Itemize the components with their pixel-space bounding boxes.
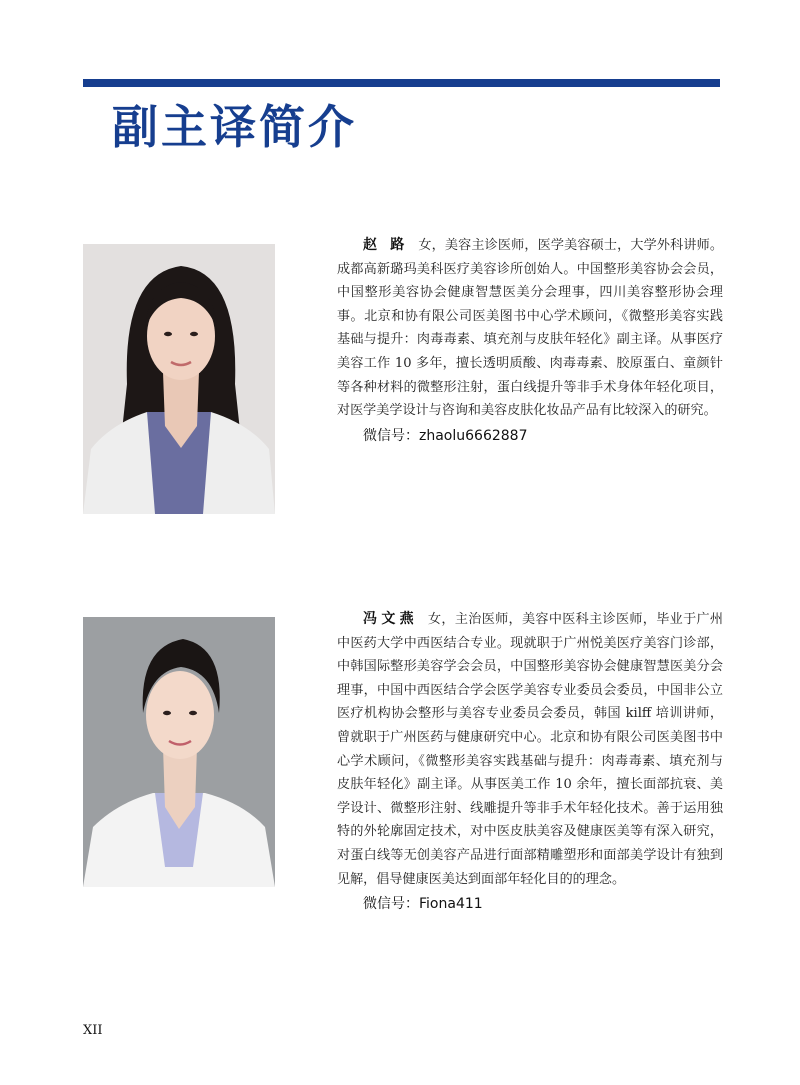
translator-name: 赵 路 bbox=[363, 237, 409, 253]
bio-zhao-lu bbox=[337, 234, 723, 448]
page-number: XII bbox=[83, 1023, 103, 1038]
portrait-photo-feng-wenyan bbox=[83, 617, 275, 887]
bio-text: 女，主治医师，美容中医科主诊医师，毕业于广州中医药大学中西医结合专业。现就职于广州悦美医疗美容门诊部，中韩国际整形美容学会会员，中国整形美容协会健康智慧医美分会理事，中国中西医结合学会医学美容专业委员会委员，中国非公立医疗机构协会整形与美容专业委员会委员，韩国 kilff 培训讲师，曾就职于广州医药与健康研究中心。北京和协有限公司医美图书中心学术顾问，《微整形美容实践基础与提升：肉毒毒素、填充剂与皮肤年轻化》副主译。从事医美工作 10 余年，擅长面部抗衰、美学设计、微整形注射、线雕提升等非手术年轻化技术。善于运用独特的外轮廓固定技术，对中医皮肤美容及健康医美等有深入研究，对蛋白线等无创美容产品进行面部精雕塑形和面部美学设计有独到见解，倡导健康医美达到面部年轻化目的的理念。 bbox=[337, 612, 724, 887]
bio-feng-wenyan bbox=[337, 608, 723, 917]
translator-name: 冯文燕 bbox=[363, 611, 418, 627]
wechat-id: 微信号：Fiona411 bbox=[363, 896, 483, 913]
wechat-id: 微信号：zhaolu6662887 bbox=[363, 427, 528, 444]
bio-text: 女，美容主诊医师，医学美容硕士，大学外科讲师。成都高新璐玛美科医疗美容诊所创始人。中国整形美容协会会员，中国整形美容协会健康智慧医美分会理事，四川美容整形协会理事。北京和协有限公司医美图书中心学术顾问，《微整形美容实践基础与提升：肉毒毒素、填充剂与皮肤年轻化》副主译。从事医疗美容工作 10 多年，擅长透明质酸、肉毒毒素、胶原蛋白、童颜针等各种材料的微整形注射，蛋白线提升等非手术身体年轻化项目，对医学美学设计与咨询和美容皮肤化妆品产品有比较深入的研究。 bbox=[337, 238, 724, 419]
page-title: 副主译简介 bbox=[112, 100, 357, 154]
title-rule bbox=[83, 79, 720, 87]
portrait-photo-zhao-lu bbox=[83, 244, 275, 514]
